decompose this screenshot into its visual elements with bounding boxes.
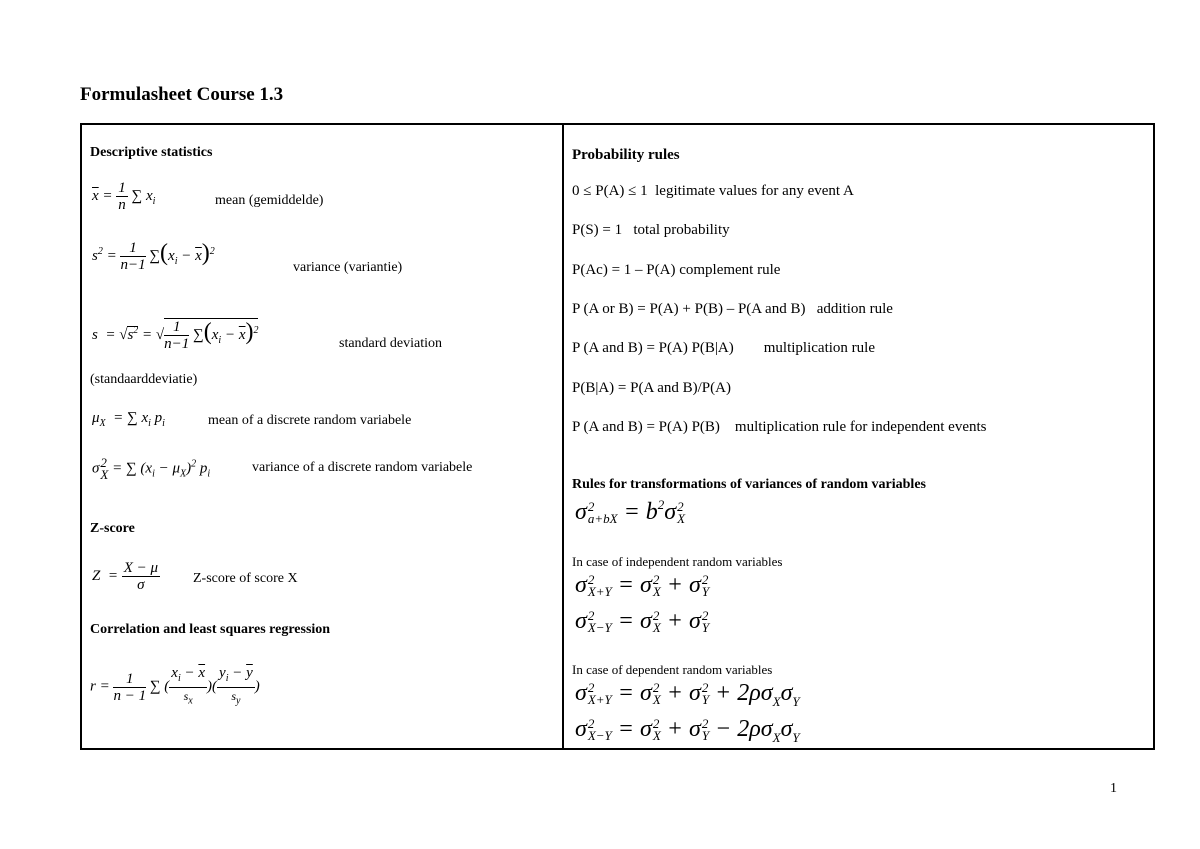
rule-description: complement rule xyxy=(679,262,781,278)
variance-description: variance (variantie) xyxy=(293,260,403,275)
rule-complement xyxy=(572,262,780,279)
var-sum-independent-formula: σ 2 X+Y = σ 2 X + σ 2 Y xyxy=(575,572,710,600)
mean-formula: $\overline{x}$ = $\frac{1}{n}$ ∑ $x_i$ xyxy=(92,180,156,213)
var-diff-independent-formula: σ 2 X−Y = σ 2 X + σ 2 Y xyxy=(575,608,710,636)
linear-transform-formula: σ 2 a+bX = $b^2\sigma$ 2 X xyxy=(575,497,686,527)
zscore-formula: Z = $\frac{X - \mu}{\sigma}$ xyxy=(92,560,159,593)
rule-conditional xyxy=(572,380,731,397)
zscore-heading: Z-score xyxy=(90,521,135,536)
mean-description: mean (gemiddelde) xyxy=(215,193,324,208)
variance-formula: $s^2$ = $\frac{1}{n-1}$ $\sum(x_i - \overline{x})^2$ xyxy=(92,240,215,274)
dependent-label: In case of dependent random variables xyxy=(572,662,773,677)
sd-description: standard deviation xyxy=(339,336,443,351)
formula-table xyxy=(80,123,1155,750)
rule-description: multiplication rule xyxy=(763,340,875,356)
rule-description: multiplication rule for independent events xyxy=(734,419,987,435)
page-title: Formulasheet Course 1.3 xyxy=(80,84,284,105)
sd-description-dutch: (standaarddeviatie) xyxy=(90,372,198,387)
rule-description: total probability xyxy=(633,222,730,238)
rule-formula: P(S) = 1 xyxy=(572,222,623,238)
rule-formula: P(Ac) = 1 – P(A) xyxy=(572,262,676,278)
var-sum-dependent-formula: σ 2 X+Y = σ 2 X + σ 2 Y + $2\rho\sigma_X\sigma_Y$ xyxy=(575,680,800,709)
descriptive-statistics-heading: Descriptive statistics xyxy=(90,145,213,160)
var-diff-dependent-formula: σ 2 X−Y = σ 2 X + σ 2 Y − $2\rho\sigma_X\sigma_Y$ xyxy=(575,716,800,745)
page-number: 1 xyxy=(1110,781,1117,796)
rule-independent-multiplication xyxy=(572,419,987,436)
rule-multiplication xyxy=(572,340,875,357)
mu-formula: $\mu_X$ = ∑ $x_i$ $p_i$ xyxy=(92,410,165,429)
rule-formula: P (A or B) = P(A) + P(B) – P(A and B) xyxy=(572,301,806,317)
discrete-variance-description: variance of a discrete random variabele xyxy=(252,460,473,475)
rule-legitimate-values xyxy=(572,183,854,200)
rule-formula: P (A and B) = P(A) P(B) xyxy=(572,419,720,435)
discrete-variance-formula: σ 2 X = ∑ $(x_i - \mu_X)^2$ $p_i$ xyxy=(92,455,211,482)
rule-total-probability xyxy=(572,222,730,239)
probability-rules-heading: Probability rules xyxy=(572,147,680,163)
transformations-heading: Rules for transformations of variances of random variables xyxy=(572,477,926,492)
rule-formula: P(B|A) = P(A and B)/P(A) xyxy=(572,380,731,396)
rule-description: legitimate values for any event A xyxy=(655,183,854,199)
zscore-description: Z-score of score X xyxy=(193,571,298,586)
rule-formula: P (A and B) = P(A) P(B|A) xyxy=(572,340,734,356)
independent-label: In case of independent random variables xyxy=(572,554,783,569)
correlation-formula: r = $\frac{1}{n - 1}$ ∑ ( $\frac{x_i - \overline{x}}{s_x}$ )( $\frac{y_i - \overline{y}}{s_y}$ ) xyxy=(90,665,260,707)
correlation-heading: Correlation and least squares regression xyxy=(90,622,331,637)
rule-addition xyxy=(572,301,893,318)
mu-description: mean of a discrete random variabele xyxy=(208,413,412,428)
rule-description: addition rule xyxy=(816,301,893,317)
sd-formula: $s = √s^2$ = √ $\frac{1}{n-1}$ $\sum(x_i - \overline{x})^2$ xyxy=(92,319,259,353)
column-divider xyxy=(562,123,564,750)
rule-formula: 0 ≤ P(A) ≤ 1 xyxy=(572,183,648,199)
